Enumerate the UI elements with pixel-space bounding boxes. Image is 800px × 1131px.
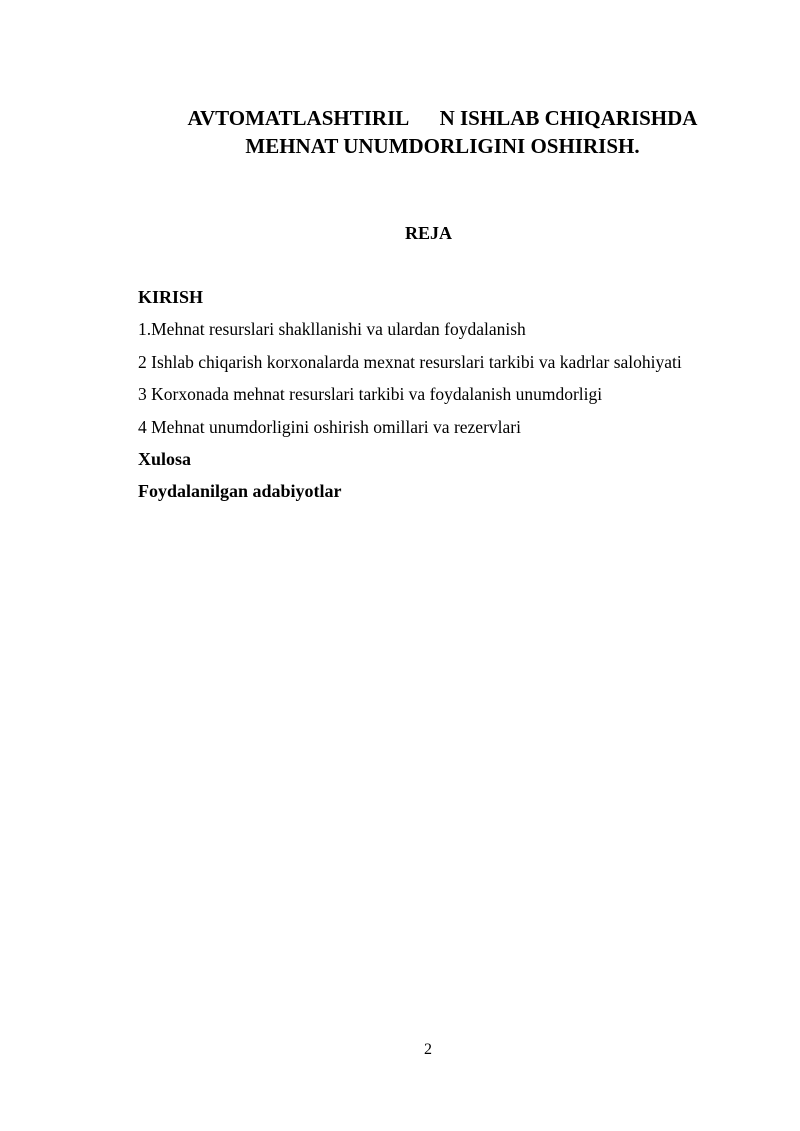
- toc-item-4: 4 Mehnat unumdorligini oshirish omillari va rezervlari: [138, 416, 521, 437]
- document-title-line-1: AVTOMATLASHTIRIL N ISHLAB CHIQARISHDA: [187, 106, 698, 130]
- toc-item-references: Foydalanilgan adabiyotlar: [138, 481, 342, 502]
- plan-heading: REJA: [404, 223, 452, 243]
- table-of-contents: [138, 281, 682, 508]
- toc-item-3: 3 Korxonada mehnat resurslari tarkibi va foydalanish unumdorligi: [138, 384, 603, 405]
- page-number: 2: [424, 1041, 432, 1058]
- toc-item-introduction: KIRISH: [138, 287, 204, 307]
- toc-item-1: 1.Mehnat resurslari shakllanishi va ulardan foydalanish: [138, 319, 526, 340]
- toc-item-2: 2 Ishlab chiqarish korxonalarda mexnat resurslari tarkibi va kadrlar salohiyati: [138, 351, 682, 372]
- toc-item-conclusion: Xulosa: [138, 449, 192, 470]
- document-title-line-2: MEHNAT UNUMDORLIGINI OSHIRISH.: [245, 134, 640, 158]
